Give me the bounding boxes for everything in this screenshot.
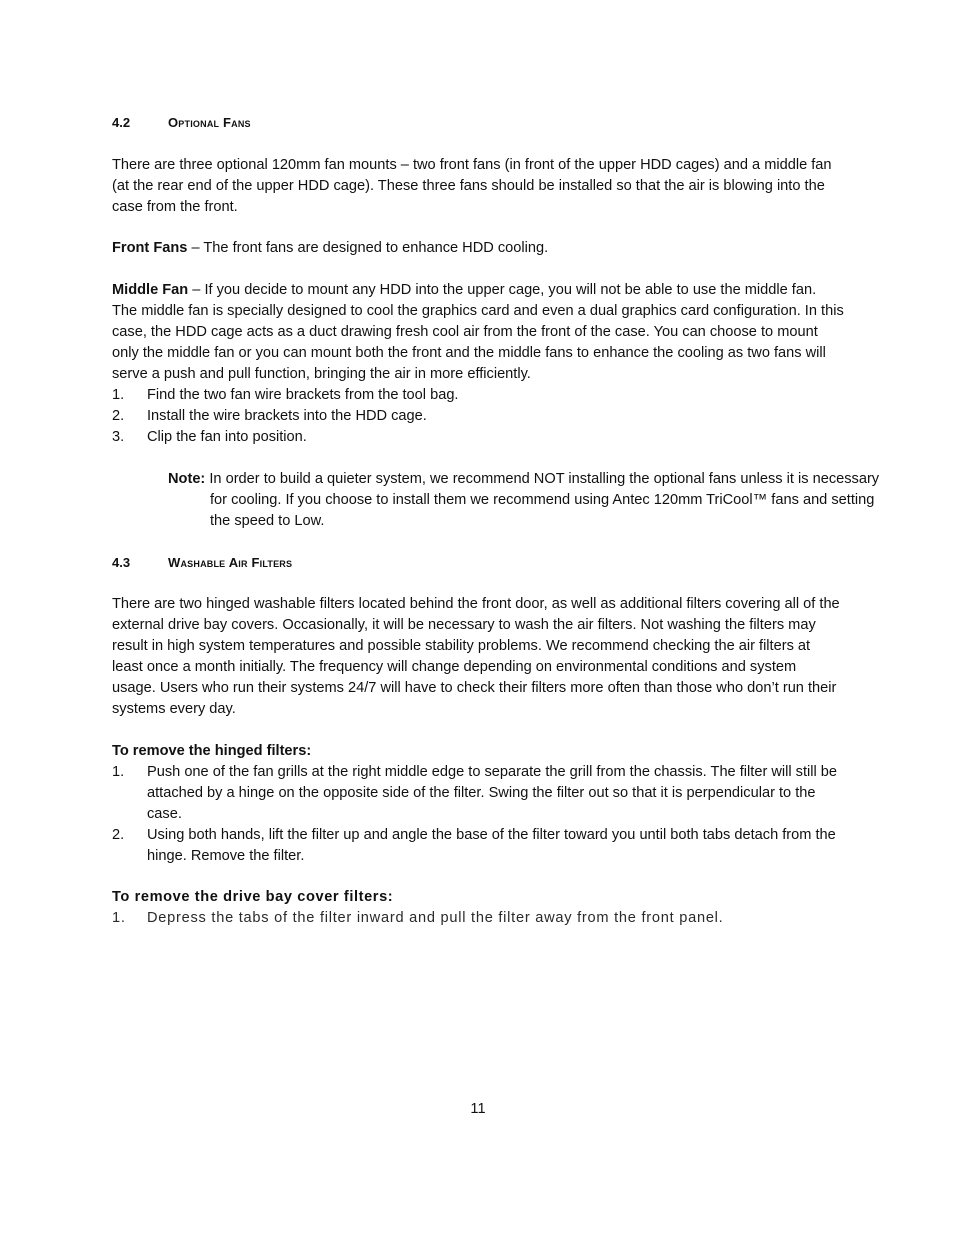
- front-fans-paragraph: [112, 238, 844, 259]
- drive-bay-filter-steps: [112, 908, 844, 929]
- document-page: [112, 0, 880, 1235]
- section-heading-4-3: [112, 555, 292, 571]
- middle-fan-paragraph: [112, 280, 844, 385]
- list-item: 1. Find the two fan wire brackets from the tool bag.: [112, 387, 459, 403]
- section-heading-4-2: [112, 115, 251, 131]
- section-title: Optional Fans: [168, 115, 251, 130]
- hinged-filters-heading: To remove the hinged filters:: [112, 743, 312, 759]
- list-item: 3. Clip the fan into position.: [112, 429, 307, 445]
- note-label: Note:: [168, 471, 206, 487]
- fan-install-steps: [112, 385, 844, 448]
- section-title: Washable Air Filters: [168, 555, 293, 570]
- hinged-filter-steps: [112, 762, 844, 867]
- front-fans-text: – The front fans are designed to enhance HDD cooling.: [187, 240, 549, 256]
- front-fans-label: Front Fans: [112, 240, 188, 256]
- note-text: In order to build a quieter system, we recommend NOT installing the optional fans unless it is necessary for cooling. If you choose to install them we recommend using Antec 120mm TriCool™ fans and setting the speed to Low.: [205, 471, 880, 529]
- middle-fan-label: Middle Fan: [112, 282, 189, 298]
- quiet-system-note: [168, 469, 880, 532]
- middle-fan-text: – If you decide to mount any HDD into the upper cage, you will not be able to use the middle fan. The middle fan is specially designed to cool the graphics card and even a dual graphics card configuration. In this case, the HDD cage acts as a duct drawing fresh cool air from the front of the case. You can choose to mount only the middle fan or you can mount both the front and the middle fans to enhance the cooling as two fans will serve a push and pull function, bringing the air in more efficiently.: [112, 282, 844, 382]
- list-item: 2. Using both hands, lift the filter up and angle the base of the filter toward you until both tabs detach from the hinge. Remove the filter.: [112, 827, 836, 864]
- drive-bay-filters-heading: To remove the drive bay cover filters:: [112, 889, 394, 905]
- list-item: 2. Install the wire brackets into the HDD cage.: [112, 408, 427, 424]
- list-item: 1. Depress the tabs of the filter inward and pull the filter away from the front panel.: [112, 910, 724, 926]
- optional-fans-intro: There are three optional 120mm fan mounts – two front fans (in front of the upper HDD cages) and a middle fan (at the rear end of the upper HDD cage). These three fans should be installed so that the air is blowing into the case from the front.: [112, 157, 832, 215]
- page-number: 11: [470, 1101, 486, 1117]
- section-number: 4.2: [112, 115, 131, 130]
- section-number: 4.3: [112, 555, 131, 570]
- air-filters-intro: There are two hinged washable filters located behind the front door, as well as additional filters covering all of the external drive bay covers. Occasionally, it will be necessary to wash the air filters. Not washing the filters may result in high system temperatures and possible stability problems. We recommend checking the air filters at least once a month initially. The frequency will change depending on environmental conditions and system usage. Users who run their systems 24/7 will have to check their filters more often than those who don’t run their systems every day.: [112, 596, 840, 717]
- list-item: 1. Push one of the fan grills at the right middle edge to separate the grill from the chassis. The filter will still be attached by a hinge on the opposite side of the filter. Swing the filter out so that it is perpendicular to the case.: [112, 764, 838, 822]
